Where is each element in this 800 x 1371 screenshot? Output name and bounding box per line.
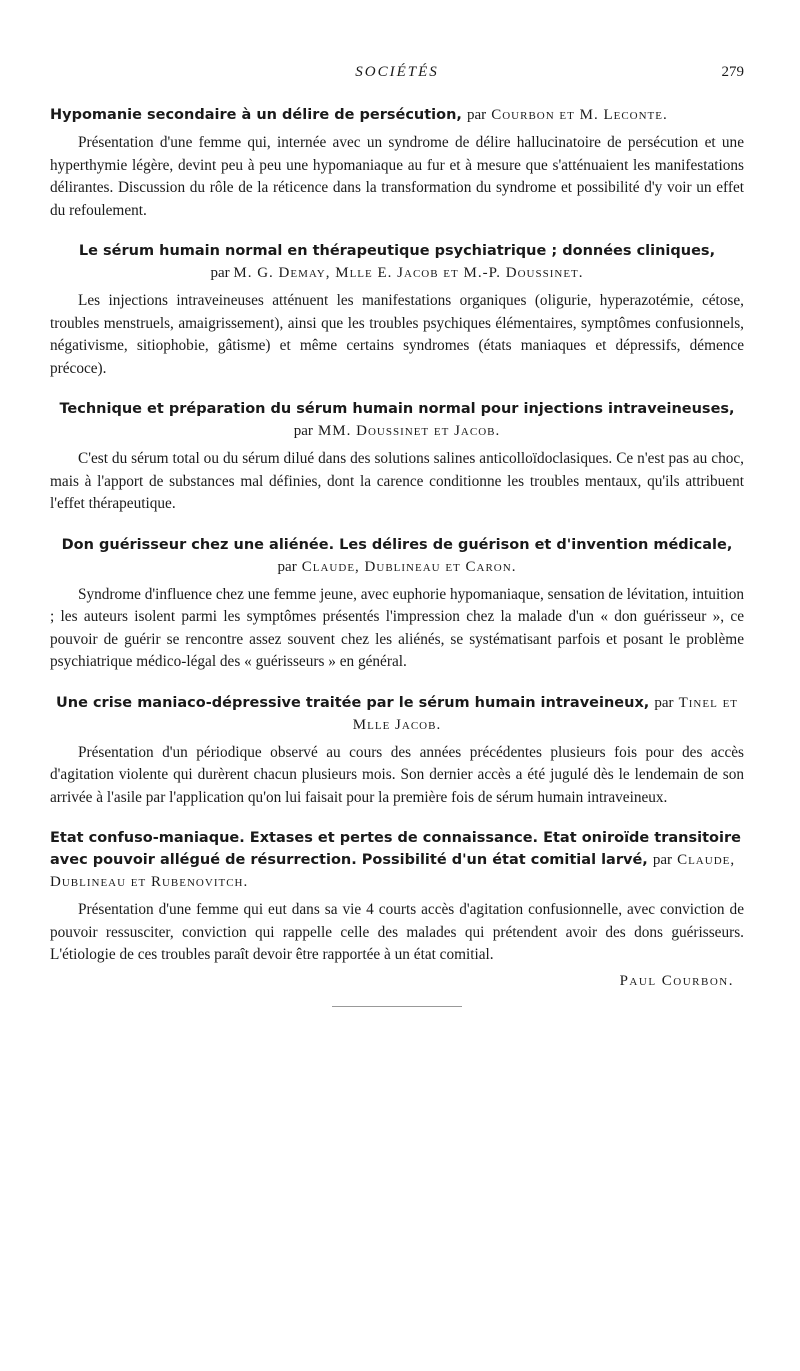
journal-page xyxy=(50,60,744,1007)
entry-authors: Courbon et M. Leconte. xyxy=(491,107,668,123)
report-entry xyxy=(50,692,744,810)
entry-title: Don guérisseur chez une aliénée. Les délires de guérison et d'invention médicale, xyxy=(61,536,733,553)
entry-authors: MM. Doussinet et Jacob. xyxy=(317,423,501,439)
entry-title: Une crise maniaco-dépressive traitée par le sérum humain intraveineux, xyxy=(55,694,650,711)
running-head xyxy=(50,60,744,86)
report-entry xyxy=(50,827,744,967)
entry-body: Présentation d'un périodique observé au cours des années précédentes plusieurs fois pour des accès d'agitation violente qui durèrent chacun plusieurs mois. Son dernier accès a été jugulé dès le lendemain de son arrivée à l'asile par l'application qu'on lui faisait pour la première fois de sérum humain intraveineux. xyxy=(50,743,744,806)
report-entry xyxy=(50,534,744,674)
report-entry xyxy=(50,104,744,222)
page-number: 279 xyxy=(721,64,744,80)
byline-prefix: par xyxy=(654,694,674,711)
byline-prefix: par xyxy=(277,558,297,575)
report-entry xyxy=(50,240,744,380)
entry-authors: M. G. Demay, Mlle E. Jacob et M.-P. Doussinet. xyxy=(233,265,584,281)
entry-title: Etat confuso-maniaque. Extases et pertes de connaissance. Etat oniroïde transitoire avec pouvoir allégué de résurrection. Possibilité d'un état comitial larvé, xyxy=(50,830,741,868)
entry-authors: Tinel et Mlle Jacob. xyxy=(352,694,739,733)
section-divider xyxy=(332,1006,462,1007)
byline-prefix: par xyxy=(467,107,487,123)
entry-heading xyxy=(50,240,744,262)
byline-prefix: par xyxy=(210,265,230,281)
entry-body: Présentation d'une femme qui eut dans sa vie 4 courts accès d'agitation confusionnelle, avec conviction de pouvoir ressusciter, conviction qui rappelle celle des malades qui prétendent avoir des dons guérisseurs. L'étiologie de ces troubles paraît devoir être rapportée à un état comitial. xyxy=(50,901,744,963)
entry-authors: Claude, Dublineau et Rubenovitch. xyxy=(50,852,736,890)
entry-body: Les injections intraveineuses atténuent les manifestations organiques (oligurie, hyperazotémie, cétose, troubles menstruels, amaigrissement), ainsi que les troubles psychiques élémentaires, symptômes confusionnels, négativisme, sitiophobie, gâtisme) et même certains syndromes (états maniaques et dépressifs, démence précoce). xyxy=(50,292,744,377)
byline-prefix: par xyxy=(652,852,673,868)
entry-title: Le sérum humain normal en thérapeutique psychiatrique ; données cliniques, xyxy=(78,243,716,259)
entry-heading xyxy=(50,398,744,442)
entry-title: Hypomanie secondaire à un délire de persécution, xyxy=(50,107,462,123)
entry-byline xyxy=(50,262,744,284)
author-signature: Paul Courbon. xyxy=(619,972,734,989)
entry-heading xyxy=(50,534,744,578)
entry-title: Technique et préparation du sérum humain normal pour injections intraveineuses, xyxy=(59,401,735,417)
entry-body: C'est du sérum total ou du sérum dilué dans des solutions salines anticolloïdoclasiques. Ce n'est pas au choc, mais à l'apport de substances mal définies, dont la carence conditionne les troubles mentaux, qu'ils attribuent l'effet thérapeutique. xyxy=(50,450,744,512)
byline-prefix: par xyxy=(293,423,313,439)
entry-authors: Claude, Dublineau et Caron. xyxy=(301,558,517,575)
entry-heading xyxy=(50,827,744,893)
running-title: SOCIÉTÉS xyxy=(355,64,439,80)
entry-body: Présentation d'une femme qui, internée avec un syndrome de délire hallucinatoire de persécution et une hyperthymie légère, devint peu à peu une hypomaniaque au fur et à mesure que s'atténuaient les manifestations délirantes. Discussion du rôle de la réticence dans la transformation du syndrome et possibilité d'y voir un effet du refoulement. xyxy=(50,134,744,219)
entry-heading xyxy=(50,692,744,736)
entry-heading xyxy=(50,104,744,126)
entry-body: Syndrome d'influence chez une femme jeune, avec euphorie hypomaniaque, sensation de lévitation, intuition ; les auteurs isolent parmi les symptômes présentés l'impression chez la malade d'un « don guérisseur », ce pouvoir de guérir se rencontre assez souvent chez les aliénés, se systématisant parfois et posant le problème psychiatrique médico-légal des « guérisseurs » en général. xyxy=(50,585,744,670)
report-entry xyxy=(50,398,744,516)
